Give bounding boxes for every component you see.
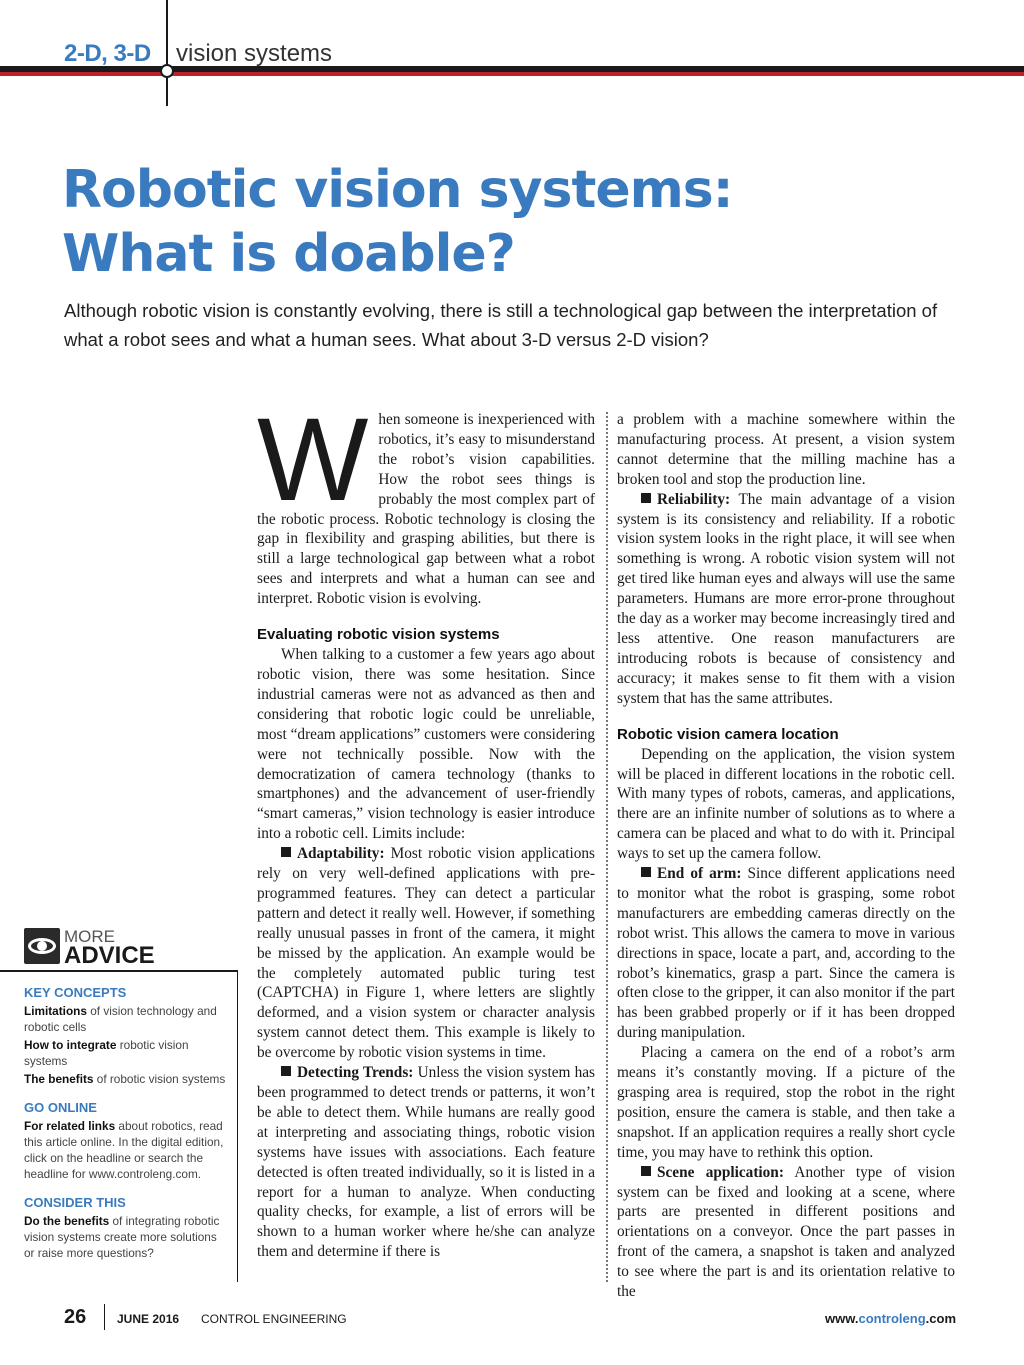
consider-this-heading: CONSIDER THIS [24, 1195, 126, 1210]
sidebar-vertical-rule [237, 970, 238, 1282]
sidebar-rule [0, 970, 238, 972]
scene-text: Another type of vision system can be fixed and looking at a scene, where parts are presented in different positions and orientations on a conveyor. Once the part passes in front of the camera, a snapshot is taken and analyzed to see where the part is and its orientation relative to the [617, 1163, 956, 1301]
section-label: 2-D, 3-D [64, 40, 151, 67]
heading-evaluating: Evaluating robotic vision systems [257, 626, 500, 644]
reliability-lead: Reliability: [657, 490, 731, 508]
bullet-square-icon [641, 867, 651, 877]
trends-lead: Detecting Trends: [297, 1064, 414, 1082]
article-title [62, 158, 962, 286]
footer-divider [104, 1304, 105, 1330]
location-paragraph: Depending on the application, the vision system will be placed in different locations in the robotic cell. With many types of robots, cameras, and applications, there are an infinite number of solutions as to where a camera can be placed and what to do with it. Principal ways to set up the camera follow. [617, 745, 955, 863]
website-link[interactable]: www.controleng.com [825, 1311, 956, 1326]
placing-paragraph: Placing a camera on the end of a robot’s arm means it’s constantly moving. If a picture of the grasping area is required, stop the robot in the right position, ensure the camera is stable, and then take a snapshot. If an application requires a really short cycle time, you may have to rethink this option. [617, 1044, 955, 1161]
intro-text: hen someone is inexperienced with robotics, it’s easy to misunderstand the robot’s vision capabilities. How the robot sees things is probably the most complex part of the robotic process. Robotic technology is closing the gap in flexibility and grasping abilities, but there is still a large technological gap between what a robot sees and interprets and what a human can see and interpret. Robotic vision is evolving. [257, 411, 595, 608]
key-concept-item: How to integrate robotic vision systems [24, 1038, 189, 1068]
column-divider [606, 412, 608, 1282]
more-advice-sidebar [24, 984, 229, 1261]
eye-icon [24, 928, 60, 964]
adaptability-text: Most robotic vision applications rely on very well-defined applications with pre-programmed features. They can detect a particular pattern and detect it really well. However, if something really unusual passes in front of the camera, it might be missed by the application. An example would be the completely automated public turing test (CAPTCHA) in Figure 1, where letters are slightly deformed, and a vision system or character analysis system cannot detect them. This example is likely to be overcome by robotic vision systems in time. [257, 845, 595, 1062]
trends-paragraph [257, 1063, 595, 1262]
header-marker-dot [160, 64, 174, 78]
bullet-square-icon [641, 1166, 651, 1176]
page-number: 26 [64, 1306, 87, 1328]
consider-this-text: Do the benefits of integrating robotic vision systems create more solutions or raise more questions? [24, 1214, 220, 1260]
go-online-text: For related links about robotics, read this article online. In the digital edition, click on the headline or search the headline for www.controleng.com. [24, 1119, 224, 1181]
advice-label: ADVICE [64, 942, 155, 969]
body-column-2 [617, 410, 955, 1302]
header-accent-rule [0, 72, 1024, 76]
body-column-1 [257, 394, 595, 1262]
scene-paragraph [617, 1163, 955, 1302]
end-of-arm-text: Since different applications need to monitor what the robot is grasping, some robot manufacturers are embedding cameras directly on the robot wrist. This allows the camera to move in various directions in space, locate a part, and, according to the robot’s kinematics, grasp a part. Since the camera is often close to the gripper, it can also monitor if the part has been grabbed properly or if it has been dropped during manipulation. [617, 865, 955, 1042]
heading-camera-location: Robotic vision camera location [617, 725, 839, 743]
adaptability-lead: Adaptability: [297, 845, 385, 863]
end-of-arm-paragraph [617, 864, 955, 1043]
article-deck: Although robotic vision is constantly evolving, there is still a technological gap between the interpretation of what a robot sees and what a human sees. What about 3-D versus 2-D vision? [64, 300, 938, 350]
bullet-square-icon [641, 493, 651, 503]
magazine-name: CONTROL ENGINEERING [201, 1312, 347, 1326]
more-label: MORE [64, 927, 115, 946]
go-online-heading: GO ONLINE [24, 1100, 97, 1115]
drop-cap: W [257, 394, 369, 526]
intro-paragraph [257, 394, 595, 609]
end-of-arm-lead: End of arm: [657, 865, 742, 883]
key-concept-item: Limitations of vision technology and robotic cells [24, 1004, 217, 1034]
adaptability-paragraph [257, 844, 595, 1063]
trends-text: Unless the vision system has been programmed to detect trends or patterns, it won’t be able to detect them. While humans are really good at interpreting and associating things, robotic vision systems have issues with associations. Each feature detected is often treated individually, so it is listed in a report for a human to analyze. When conducting quality checks, for example, a list of errors will be shown to a human worker where he/she can analyze them and determine if there is [257, 1064, 595, 1261]
continuation-paragraph: a problem with a machine somewhere within the manufacturing process. At present, a vision system cannot determine that the milling machine has a broken tool and stop the production line. [617, 411, 955, 488]
issue-date: JUNE 2016 [117, 1312, 180, 1326]
key-concepts-heading: KEY CONCEPTS [24, 985, 127, 1000]
scene-lead: Scene application: [657, 1163, 784, 1181]
title-line-2: What is doable? [62, 224, 515, 284]
evaluating-paragraph: When talking to a customer a few years ago about robotic vision, there was some hesitation. Since industrial cameras were not as advanced as then and considering that robotic logic could be unreliable, most “dream applications” customers were considering were not technically possible. Now with the democratization of camera technology (thanks to smartphones) and the advancement of user-friendly “smart cameras,” vision technology is easier introduce into a robotic cell. Limits include: [257, 646, 595, 843]
reliability-paragraph [617, 490, 955, 709]
bullet-square-icon [281, 1066, 291, 1076]
reliability-text: The main advantage of a vision system is its consistency and reliability. If a robotic vision system looks in the right place, it will see when something is wrong. A robotic vision system will not get tired like human eyes and always will use the same parameters. Humans are more error-prone throughout the day as a worker may become increasingly tired and less attentive. One reason manufacturers are introducing robots is because of consistency and accuracy; it makes sense to fit them with a vision system that has the same attributes. [617, 490, 955, 707]
header-vertical-rule [166, 0, 168, 106]
bullet-square-icon [281, 847, 291, 857]
title-line-1: Robotic vision systems: [62, 160, 733, 220]
subsection-label: vision systems [176, 40, 333, 67]
key-concept-item: The benefits of robotic vision systems [24, 1072, 226, 1086]
